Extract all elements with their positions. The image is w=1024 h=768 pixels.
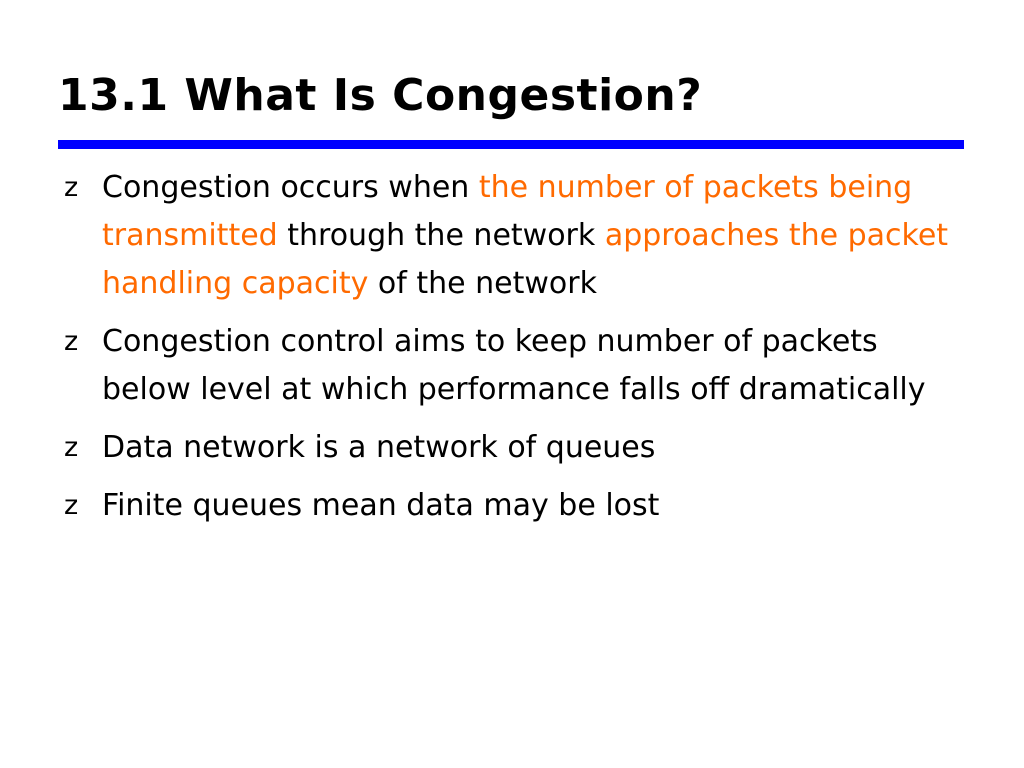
bullet-text-segment: Congestion occurs when	[102, 170, 479, 205]
bullet-item	[64, 164, 954, 308]
z-bullet-icon: z	[64, 172, 79, 203]
bullet-item	[64, 482, 954, 530]
z-bullet-icon: z	[64, 490, 79, 521]
bullet-item	[64, 318, 954, 414]
bullet-highlight-text: the number of packets being transmitted	[102, 170, 913, 253]
bullet-highlight-text: approaches the packet handling capacity	[102, 218, 949, 301]
bullet-list	[64, 164, 954, 540]
bullet-text-segment: Data network is a network of queues	[102, 430, 656, 465]
bullet-text-segment: through the network	[277, 218, 605, 253]
title-underline-rule	[58, 140, 964, 149]
bullet-item	[64, 424, 954, 472]
slide-title: 13.1 What Is Congestion?	[58, 70, 703, 121]
bullet-text-segment: Finite queues mean data may be lost	[102, 488, 660, 523]
bullet-text-segment: of the network	[368, 266, 597, 301]
bullet-text-segment: Congestion control aims to keep number of packets below level at which performance falls off dramatically	[102, 324, 926, 407]
z-bullet-icon: z	[64, 326, 79, 357]
z-bullet-icon: z	[64, 432, 79, 463]
